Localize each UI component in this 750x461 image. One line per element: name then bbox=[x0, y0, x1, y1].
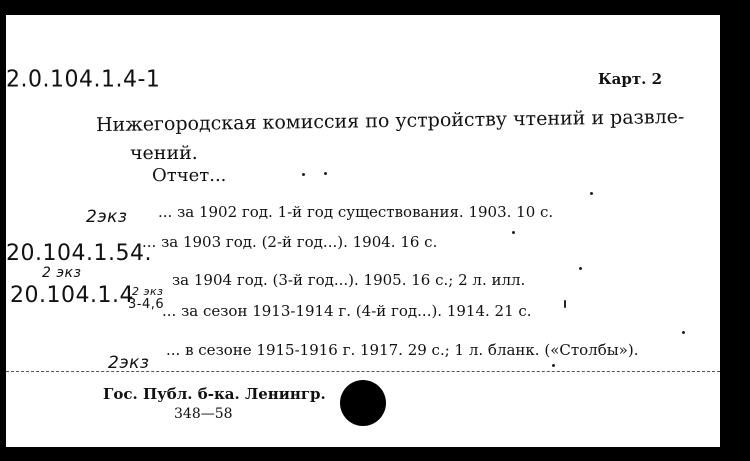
catalog-card bbox=[6, 15, 720, 447]
punch-hole bbox=[340, 380, 386, 426]
speck bbox=[564, 300, 566, 308]
scan-border-right bbox=[720, 0, 750, 461]
handwritten-sub-note-3b: 3-4,6 bbox=[128, 297, 165, 312]
divider-line bbox=[6, 371, 720, 372]
entry-4: ... за сезон 1913-1914 г. (4-й год...). 1914. 21 с. bbox=[162, 302, 532, 320]
shelfmark: 2.0.104.1.4-1 bbox=[6, 66, 161, 93]
handwritten-sub-note-3: 2 экз bbox=[132, 285, 164, 298]
library-name: Гос. Публ. б-ка. Ленингр. bbox=[103, 385, 326, 403]
entry-5: ... в сезоне 1915-1916 г. 1917. 29 с.; 1 л. бланк. («Столбы»). bbox=[166, 341, 639, 359]
handwritten-note-1: 2экз bbox=[86, 207, 128, 227]
speck bbox=[552, 364, 555, 367]
card-code: 348—58 bbox=[174, 406, 233, 422]
entry-1: ... за 1902 год. 1-й год существования. 1903. 10 с. bbox=[158, 203, 554, 221]
handwritten-note-5: 2экз bbox=[108, 353, 150, 373]
entry-3: за 1904 год. (3-й год...). 1905. 16 с.; 2 л. илл. bbox=[172, 271, 526, 289]
title-line-1: Нижегородская комиссия по устройству чтений и развле- bbox=[95, 105, 685, 137]
card-number: Карт. 2 bbox=[598, 70, 663, 88]
speck bbox=[682, 331, 685, 334]
scan-border-top bbox=[0, 0, 750, 15]
handwritten-shelfmark-2: 20.104.1.54. bbox=[6, 241, 152, 266]
handwritten-shelfmark-3: 20.104.1.4 bbox=[10, 283, 134, 308]
speck bbox=[302, 173, 305, 176]
speck bbox=[579, 267, 582, 270]
report-heading: Отчет... bbox=[152, 165, 227, 186]
handwritten-note-2: 2 экз bbox=[42, 265, 82, 281]
speck bbox=[590, 192, 593, 195]
scan-border-bottom bbox=[0, 447, 750, 461]
speck bbox=[512, 231, 515, 234]
entry-2: ... за 1903 год. (2-й год...). 1904. 16 с. bbox=[142, 233, 438, 251]
speck bbox=[324, 172, 327, 175]
title-line-2: чений. bbox=[130, 142, 198, 164]
